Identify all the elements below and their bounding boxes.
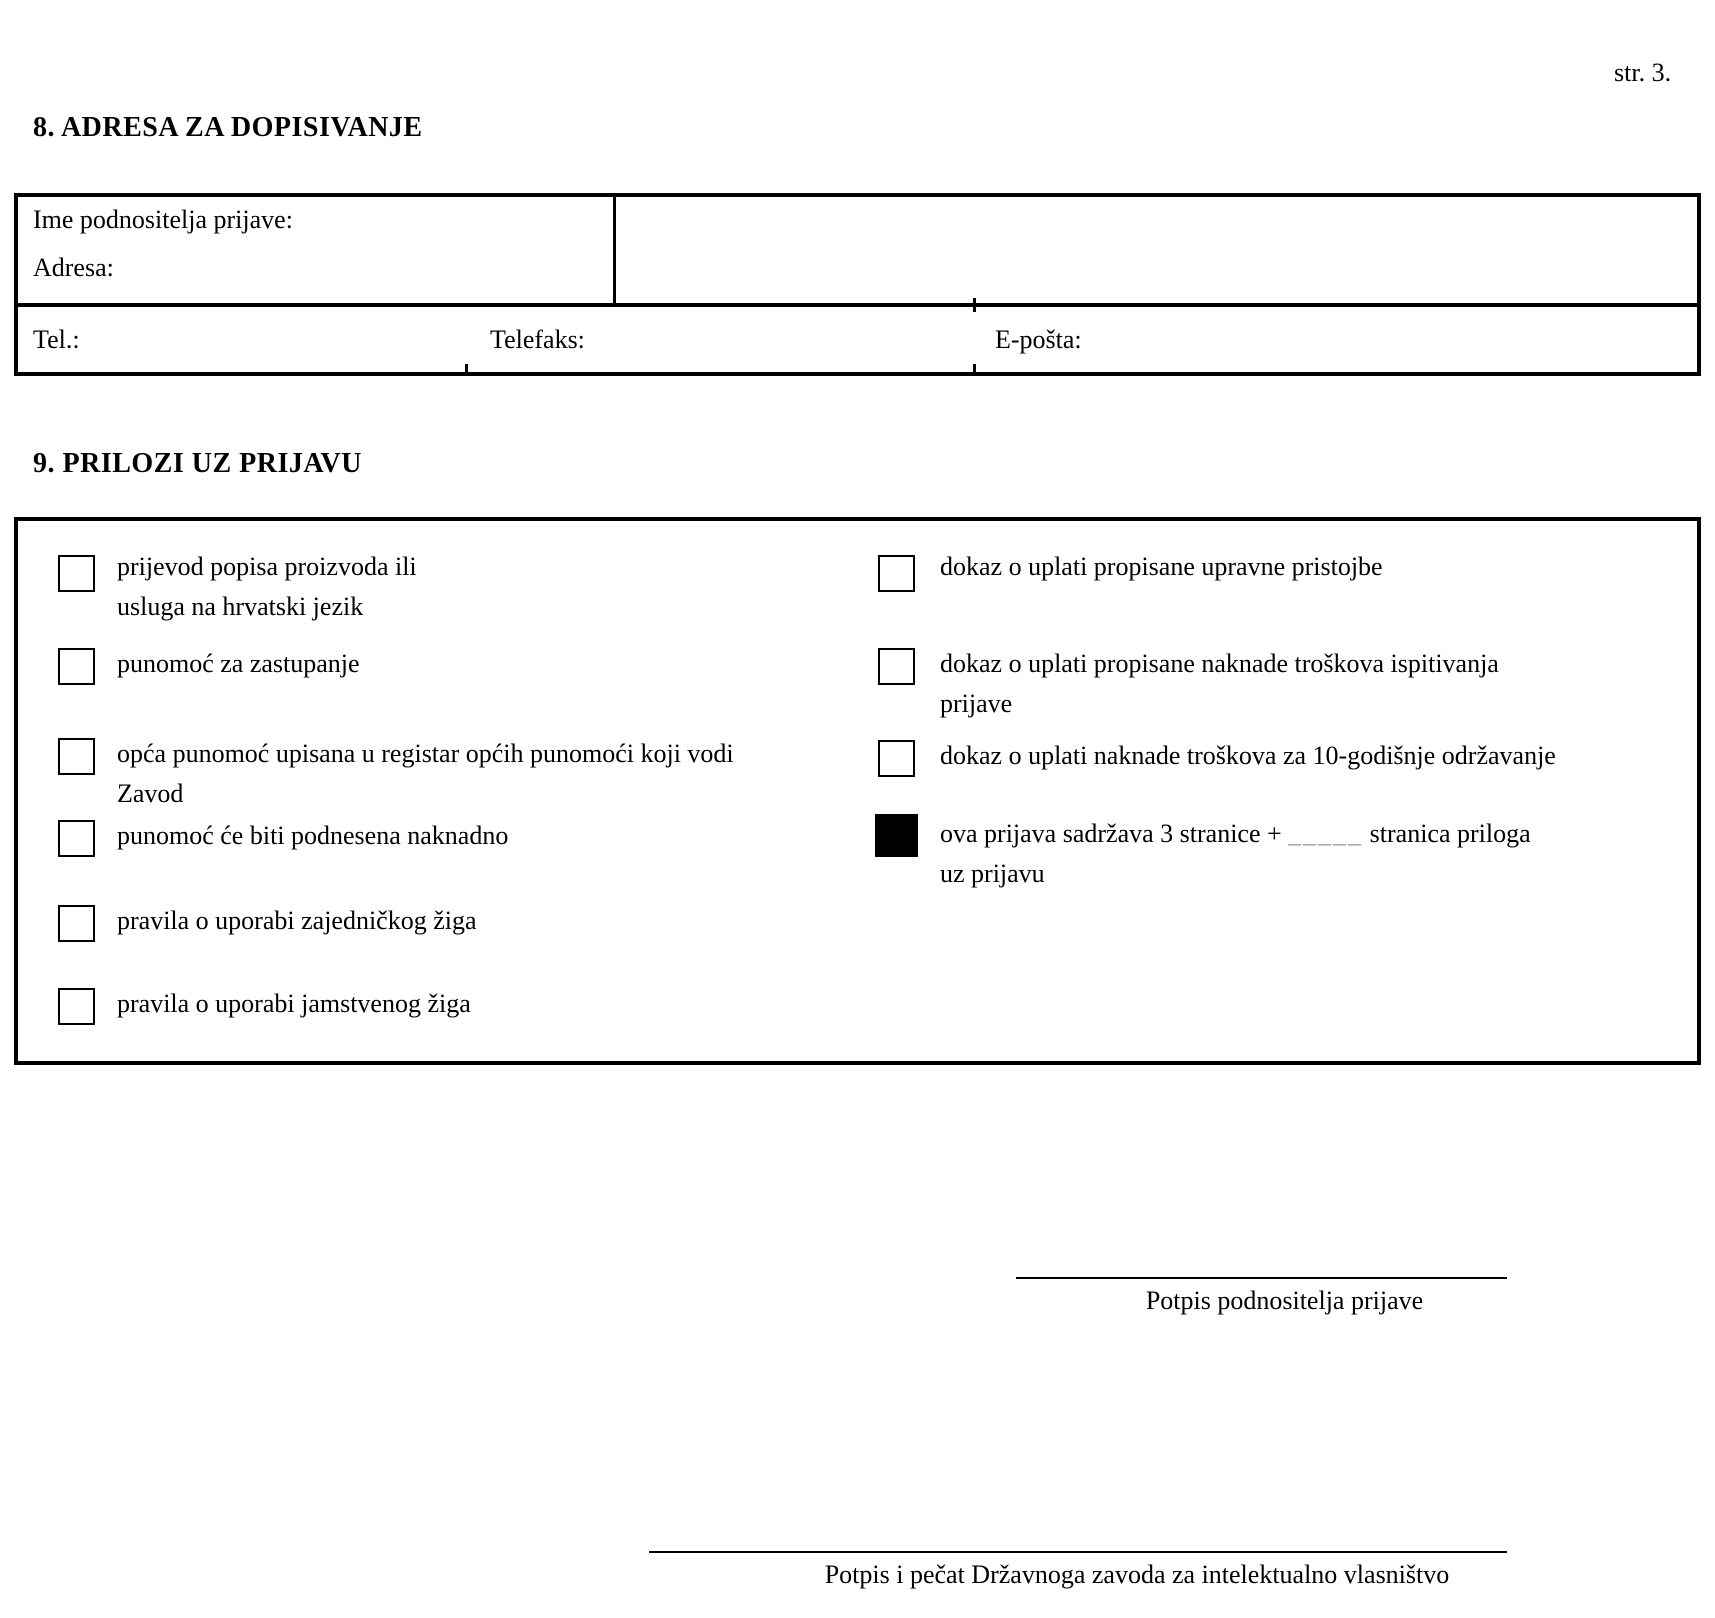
section9-title: 9. PRILOZI UZ PRIJAVU bbox=[33, 448, 362, 479]
email-label: E-pošta: bbox=[995, 325, 1082, 354]
attachments-box bbox=[14, 517, 1701, 1065]
applicant-signature-line[interactable] bbox=[1016, 1277, 1507, 1279]
pages-blank-field[interactable]: _____ bbox=[1288, 819, 1364, 848]
email-input-area[interactable] bbox=[1113, 307, 1683, 372]
pages-count-checkbox[interactable] bbox=[875, 814, 918, 857]
address-label: Adresa: bbox=[33, 253, 114, 282]
examination-fee-label: dokaz o uplati propisane naknade troškova ispitivanja prijave bbox=[940, 649, 1499, 718]
general-power-of-attorney-label: opća punomoć upisana u registar općih punomoći koji vodi Zavod bbox=[117, 739, 734, 808]
section8-table bbox=[14, 193, 1701, 376]
translation-checkbox[interactable] bbox=[58, 555, 95, 592]
poa-filed-later-label: punomoć će biti podnesena naknadno bbox=[117, 821, 509, 850]
maintenance-fee-checkbox[interactable] bbox=[878, 740, 915, 777]
examination-fee-checkbox[interactable] bbox=[878, 648, 915, 685]
admin-fee-label: dokaz o uplati propisane upravne pristojbe bbox=[940, 552, 1383, 581]
table-column-divider bbox=[613, 197, 616, 303]
power-of-attorney-label: punomoć za zastupanje bbox=[117, 649, 360, 678]
collective-mark-rules-label: pravila o uporabi zajedničkog žiga bbox=[117, 906, 477, 935]
fax-label: Telefaks: bbox=[490, 325, 585, 354]
office-signature-line[interactable] bbox=[649, 1551, 1507, 1553]
applicant-signature-label: Potpis podnositelja prijave bbox=[1145, 1286, 1424, 1315]
tel-input-area[interactable] bbox=[113, 307, 463, 372]
applicant-name-label: Ime podnositelja prijave: bbox=[33, 205, 293, 234]
fax-input-area[interactable] bbox=[623, 307, 963, 372]
translation-label: prijevod popisa proizvoda ili usluga na hrvatski jezik bbox=[117, 552, 417, 621]
general-power-of-attorney-checkbox[interactable] bbox=[58, 738, 95, 775]
maintenance-fee-label: dokaz o uplati naknade troškova za 10-godišnje održavanje bbox=[940, 741, 1556, 770]
tel-label: Tel.: bbox=[33, 325, 80, 354]
section8-title: 8. ADRESA ZA DOPISIVANJE bbox=[33, 112, 423, 143]
poa-filed-later-checkbox[interactable] bbox=[58, 820, 95, 857]
guarantee-mark-rules-checkbox[interactable] bbox=[58, 988, 95, 1025]
admin-fee-checkbox[interactable] bbox=[878, 555, 915, 592]
office-signature-label: Potpis i pečat Državnoga zavoda za intelektualno vlasništvo bbox=[824, 1560, 1450, 1589]
pages-count-label: ova prijava sadržava 3 stranice + _____ stranica priloga uz prijavu bbox=[940, 819, 1531, 888]
table-cell-tick bbox=[465, 364, 468, 374]
table-cell-tick bbox=[973, 298, 976, 312]
collective-mark-rules-checkbox[interactable] bbox=[58, 905, 95, 942]
power-of-attorney-checkbox[interactable] bbox=[58, 648, 95, 685]
table-cell-tick bbox=[973, 364, 976, 374]
correspondence-name-address-input-area[interactable] bbox=[618, 197, 1697, 303]
page-number: str. 3. bbox=[1614, 58, 1672, 87]
guarantee-mark-rules-label: pravila o uporabi jamstvenog žiga bbox=[117, 989, 471, 1018]
